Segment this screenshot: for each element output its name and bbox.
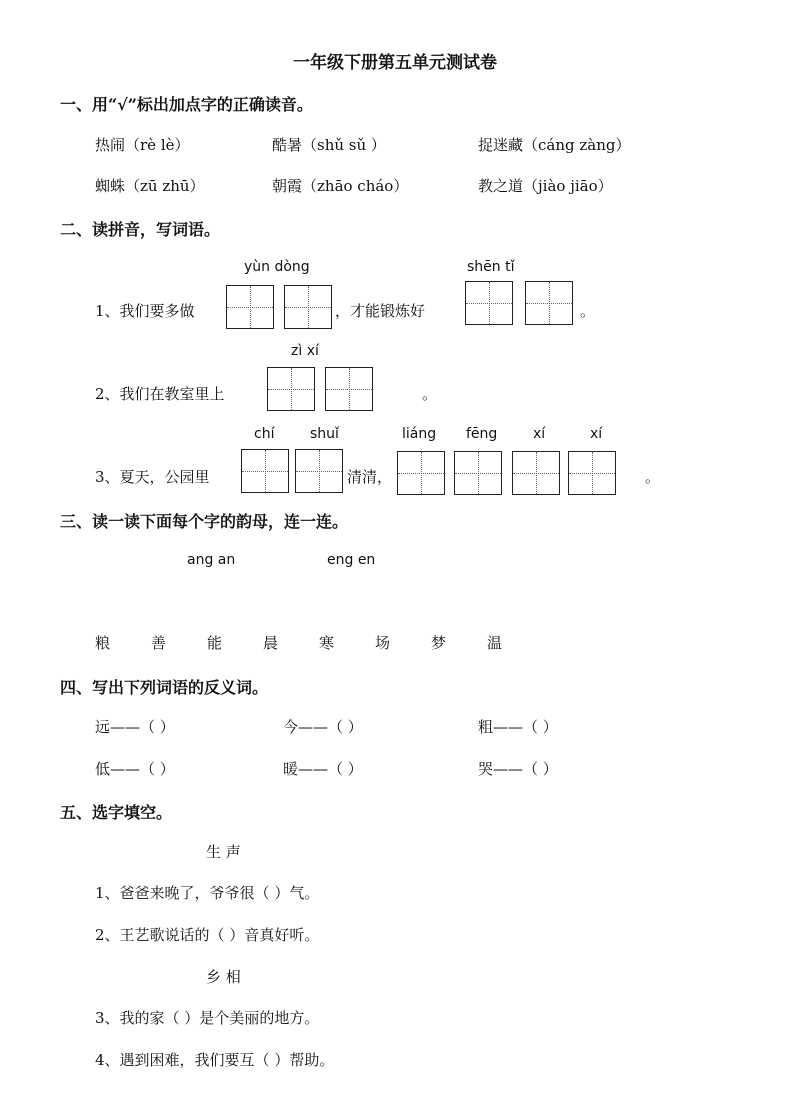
q2-pinyin: zì xí (291, 343, 319, 359)
fill-question[interactable]: 1、爸爸来晚了，爷爷很（ ）气。 (95, 884, 320, 902)
antonym-item[interactable]: 暖——（ ） (283, 760, 363, 778)
writing-box[interactable] (512, 451, 560, 495)
writing-box[interactable] (525, 281, 573, 325)
q3-pinyin: shuǐ (310, 426, 339, 442)
q3-pinyin: liáng (402, 426, 437, 442)
finals-group-a: ang an (187, 552, 236, 568)
q3-pinyin: xí (590, 426, 603, 442)
q1-text-b: ，才能锻炼好 (335, 302, 426, 320)
q3-text-a: 3、夏天，公园里 (95, 468, 210, 486)
char-item[interactable]: 场 (375, 634, 391, 652)
writing-box[interactable] (325, 367, 373, 411)
page-title: 一年级下册第五单元测试卷 (293, 53, 497, 73)
q3-text-b: 清清， (347, 468, 393, 486)
writing-box[interactable] (226, 285, 274, 329)
q3-pinyin: chí (254, 426, 275, 442)
choice-group-2: 乡 相 (206, 968, 241, 986)
finals-group-b: eng en (327, 552, 376, 568)
q3-end: 。 (645, 468, 661, 486)
q2-end: 。 (422, 385, 438, 403)
writing-box[interactable] (267, 367, 315, 411)
char-item[interactable]: 寒 (319, 634, 335, 652)
char-item[interactable]: 温 (487, 634, 503, 652)
s1-item[interactable]: 朝霞（zhāo cháo） (272, 177, 409, 195)
fill-question[interactable]: 4、遇到困难，我们要互（ ）帮助。 (95, 1051, 335, 1069)
writing-box[interactable] (241, 449, 289, 493)
char-item[interactable]: 粮 (95, 634, 111, 652)
q2-text: 2、我们在教室里上 (95, 385, 225, 403)
char-item[interactable]: 晨 (263, 634, 279, 652)
writing-box[interactable] (568, 451, 616, 495)
q1-pinyin-a: yùn dòng (244, 259, 310, 275)
s1-item[interactable]: 酷暑（shǔ sǔ ） (272, 136, 386, 154)
section-3-heading: 三、读一读下面每个字的韵母，连一连。 (60, 512, 349, 531)
s1-item[interactable]: 捉迷藏（cáng zàng） (478, 136, 631, 154)
s1-item[interactable]: 热闹（rè lè） (95, 136, 190, 154)
char-item[interactable]: 梦 (431, 634, 447, 652)
fill-question[interactable]: 3、我的家（ ）是个美丽的地方。 (95, 1009, 320, 1027)
section-4-heading: 四、写出下列词语的反义词。 (60, 678, 269, 697)
q3-pinyin: fēng (466, 426, 498, 442)
section-5-heading: 五、选字填空。 (60, 803, 173, 822)
fill-question[interactable]: 2、王艺歌说话的（ ）音真好听。 (95, 926, 320, 944)
section-2-heading: 二、读拼音，写词语。 (60, 220, 221, 239)
section-1-heading: 一、用“√”标出加点字的正确读音。 (60, 95, 313, 114)
char-item[interactable]: 善 (151, 634, 167, 652)
writing-box[interactable] (454, 451, 502, 495)
writing-box[interactable] (397, 451, 445, 495)
s1-item[interactable]: 蜘蛛（zū zhū） (95, 177, 205, 195)
q1-text-a: 1、我们要多做 (95, 302, 195, 320)
choice-group-1: 生 声 (206, 843, 241, 861)
char-item[interactable]: 能 (207, 634, 223, 652)
writing-box[interactable] (465, 281, 513, 325)
antonym-item[interactable]: 哭——（ ） (478, 760, 558, 778)
char-list (95, 632, 543, 653)
writing-box[interactable] (284, 285, 332, 329)
antonym-item[interactable]: 低——（ ） (95, 760, 175, 778)
writing-box[interactable] (295, 449, 343, 493)
antonym-item[interactable]: 今——（ ） (283, 718, 363, 736)
antonym-item[interactable]: 粗——（ ） (478, 718, 558, 736)
q3-pinyin: xí (533, 426, 546, 442)
q1-end: 。 (580, 302, 596, 320)
q1-pinyin-b: shēn tǐ (467, 259, 515, 275)
s1-item[interactable]: 教之道（jiào jiāo） (478, 177, 613, 195)
antonym-item[interactable]: 远——（ ） (95, 718, 175, 736)
